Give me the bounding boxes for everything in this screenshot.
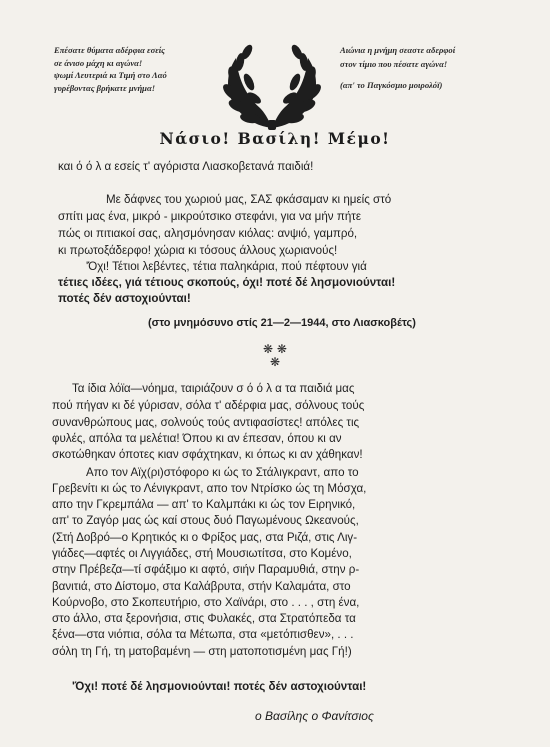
text-line: συνανθρώπους μας, σολνούς τούς αντιφασίστες! απόλες τις: [52, 416, 360, 429]
text-line: Με δάφνες του χωριού μας, ΣΑΣ φκάσαμαν κι ημείς στό: [106, 193, 392, 206]
text-line: φυλές, απόλα τα μελέτια! Όπου κι αν έπεσαν, όπου κι αν: [52, 432, 342, 445]
text-line: στο άλλο, στα ξερονήσια, στις Φυλακές, στα Στρατόπεδα τα: [52, 612, 356, 625]
verse-line: στον τίμιο που πέσατε αγώνα!: [340, 58, 448, 69]
laurel-wreath-icon: [214, 36, 330, 134]
header-left-verse: [54, 44, 236, 94]
verse-line: σε άνισο μάχη κι αγώνα!: [54, 57, 143, 68]
signature: ο Βασίλης ο Φανίτσιος: [255, 709, 374, 723]
text-line: κι πρωτοξάδερφο! χώρια κι τόσους άλλους χωριανούς!: [58, 244, 338, 257]
header-right-verse: [340, 44, 500, 93]
text-line: πώς οι πιτιακοί σας, αλησμόνησαν κιόλας: ανψιό, γαμπρό,: [58, 227, 358, 240]
text-line: Απο τον Αϊχ(ρι)στόφορο κι ώς το Στάλιγκραντ, απο το: [86, 466, 359, 479]
text-line: 'Όχι! Τέτιοι λεβέντες, τέτια παληκάρια, πού πέφτουν γιά: [86, 260, 367, 273]
text-line: σόλη τη Γή, τη ματοβαμένη — στη ματοποτισμένη μας Γή!): [52, 645, 352, 658]
verse-line: ψωμί Λευτεριά κι Τιμή στο Λαό: [54, 70, 167, 80]
closing-line: 'Όχι! ποτέ δέ λησμονιούνται! ποτές δέν αστοχιούνται!: [72, 680, 367, 693]
divider-stars: ❋ ❋: [263, 342, 287, 356]
text-line: απο την Γκρεμπάλα — απ' το Καλμπάκι κι ώς τον Ειρηνικό,: [52, 498, 356, 511]
text-line: σπίτι μας ένα, μικρό - μικρούτσικο στεφάνι, για να μήν πήτε: [58, 210, 362, 223]
page-title: Νάσιο! Βασίλη! Μέμο!: [159, 129, 391, 148]
text-line: Γρεβενίτι κι ώς το Λένιγκραντ, απο τον Ντρίσκο ώς τη Μόσχα,: [52, 482, 367, 495]
text-line: γιάδες—αφτές οι Λιγγιάδες, στή Μουσιωτίτσα, στο Κομένο,: [52, 547, 352, 560]
verse-source: (απ' το Παγκόσμιο μοιρολόϊ): [340, 80, 443, 90]
text-line: στην Πρέβεζα—τί σφάξιμο κι αφτό, σιήν Παραμυθιά, στην ρ-: [52, 563, 360, 576]
text-line: Τα ίδια λόϊα—νόημα, ταιριάζουν σ ό ό λ α τα παιδιά μας: [72, 382, 355, 395]
divider-star: ❋: [269, 355, 281, 369]
text-line: ποτές δέν αστοχιούνται!: [58, 292, 191, 305]
text-line: ξένα—στα νιόπια, σόλα τα Μέτωπα, στα «μετόπισθεν», . . .: [52, 628, 354, 641]
text-line: απ' το Ζαγόρ μας ώς καί στους δυό Παγωμένους Ωκεανούς,: [52, 514, 359, 527]
text-line: βανιτιά, στο Δίστομο, στα Καλάβρυτα, στήν Καλαμάτα, στο: [52, 580, 351, 593]
verse-line: Αιώνια η μνήμη σεαστε αδερφοί: [340, 45, 456, 55]
verse-line: Επέσατε θύματα αδέρφια εσείς: [54, 45, 165, 55]
text-line: τέτιες ιδέες, γιά τέτιους σκοπούς, όχι! ποτέ δέ λησμονιούνται!: [58, 276, 396, 289]
subtitle: και ό ό λ α εσείς τ' αγόριστα Λιασκοβετανά παιδιά!: [58, 160, 314, 173]
verse-line: γυρέβοντας βρήκατε μνήμα!: [54, 82, 156, 93]
text-line: (Στή Δοβρό—ο Κρητικός κι ο Φρίξος μας, στα Ριζά, στις Λιγ-: [52, 531, 358, 544]
text-line: πού πήγαν κι δέ γύρισαν, σόλα τ' αδέρφια μας, σόλνους τούς: [52, 399, 365, 412]
memorial-date: (στο μνημόσυνο στίς 21—2—1944, στο Λιασκοβέτς): [148, 317, 416, 329]
text-line: σκοτώθηκαν όποτες κιαν σφάχτηκαν, κι όπως κι αν χάθηκαν!: [52, 448, 363, 461]
text-line: Κούρνοβο, στο Σκοπευτήριο, στο Χαϊνάρι, στο . . . , στη ένα,: [52, 596, 360, 609]
